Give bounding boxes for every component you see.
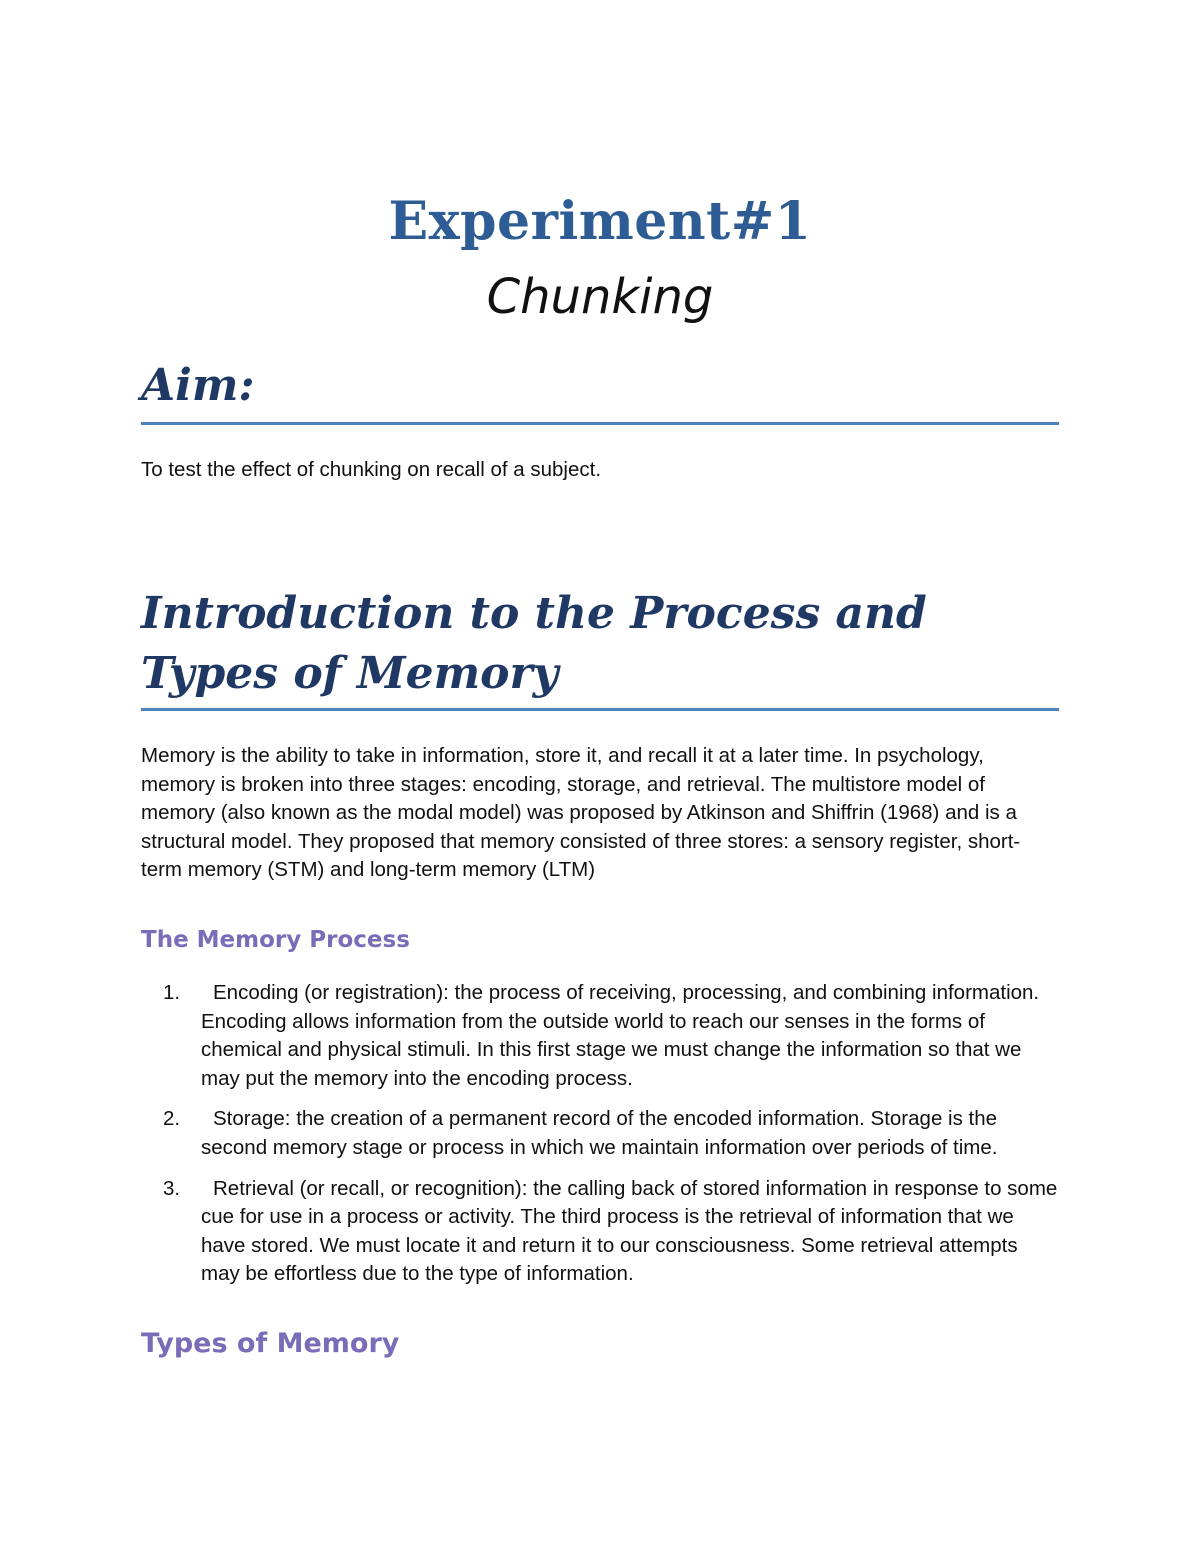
list-item-number: 1.	[163, 981, 181, 1004]
list-item	[141, 979, 1059, 1093]
list-item	[141, 1175, 1059, 1289]
introduction-heading-rule	[141, 708, 1059, 711]
document-subtitle: Chunking	[486, 269, 714, 325]
list-item-text: Storage: the creation of a permanent record of the encoded information. Storage is the second memory stage or process in which we maintain information over periods of time.	[201, 1107, 998, 1159]
memory-process-list	[141, 979, 1059, 1301]
aim-heading: Aim:	[141, 360, 255, 411]
types-of-memory-heading: Types of Memory	[141, 1328, 400, 1359]
list-item-number: 2.	[163, 1107, 181, 1131]
introduction-paragraph: Memory is the ability to take in information, store it, and recall it at a later time. In psychology, memory is broken into three stages: encoding, storage, and retrieval. The multistore model of memory (also known as the modal model) was proposed by Atkinson and Shiffrin (1968) and is a structural model. They proposed that memory consisted of three stores: a sensory register, short-term memory (STM) and long-term memory (LTM)	[141, 744, 1021, 882]
list-item-text: Encoding (or registration): the process of receiving, processing, and combining information. Encoding allows information from the outside world to reach our senses in the forms of chemical and physical stimuli. In this first stage we must change the information so that we may put the memory into the encoding process.	[201, 981, 1040, 1090]
list-item-text: Retrieval (or recall, or recognition): the calling back of stored information in response to some cue for use in a process or activity. The third process is the retrieval of information that we have stored. We must locate it and return it to our consciousness. Some retrieval attempts may be effortless due to the type of information.	[201, 1176, 1058, 1286]
list-item-number: 3.	[163, 1176, 181, 1200]
aim-text: To test the effect of chunking on recall of a subject.	[141, 458, 602, 481]
introduction-heading: Introduction to the Process and Types of Memory	[141, 588, 927, 699]
list-item	[141, 1105, 1059, 1162]
aim-heading-rule	[141, 422, 1059, 425]
memory-process-heading: The Memory Process	[141, 927, 410, 953]
document-title: Experiment#1	[388, 191, 812, 252]
